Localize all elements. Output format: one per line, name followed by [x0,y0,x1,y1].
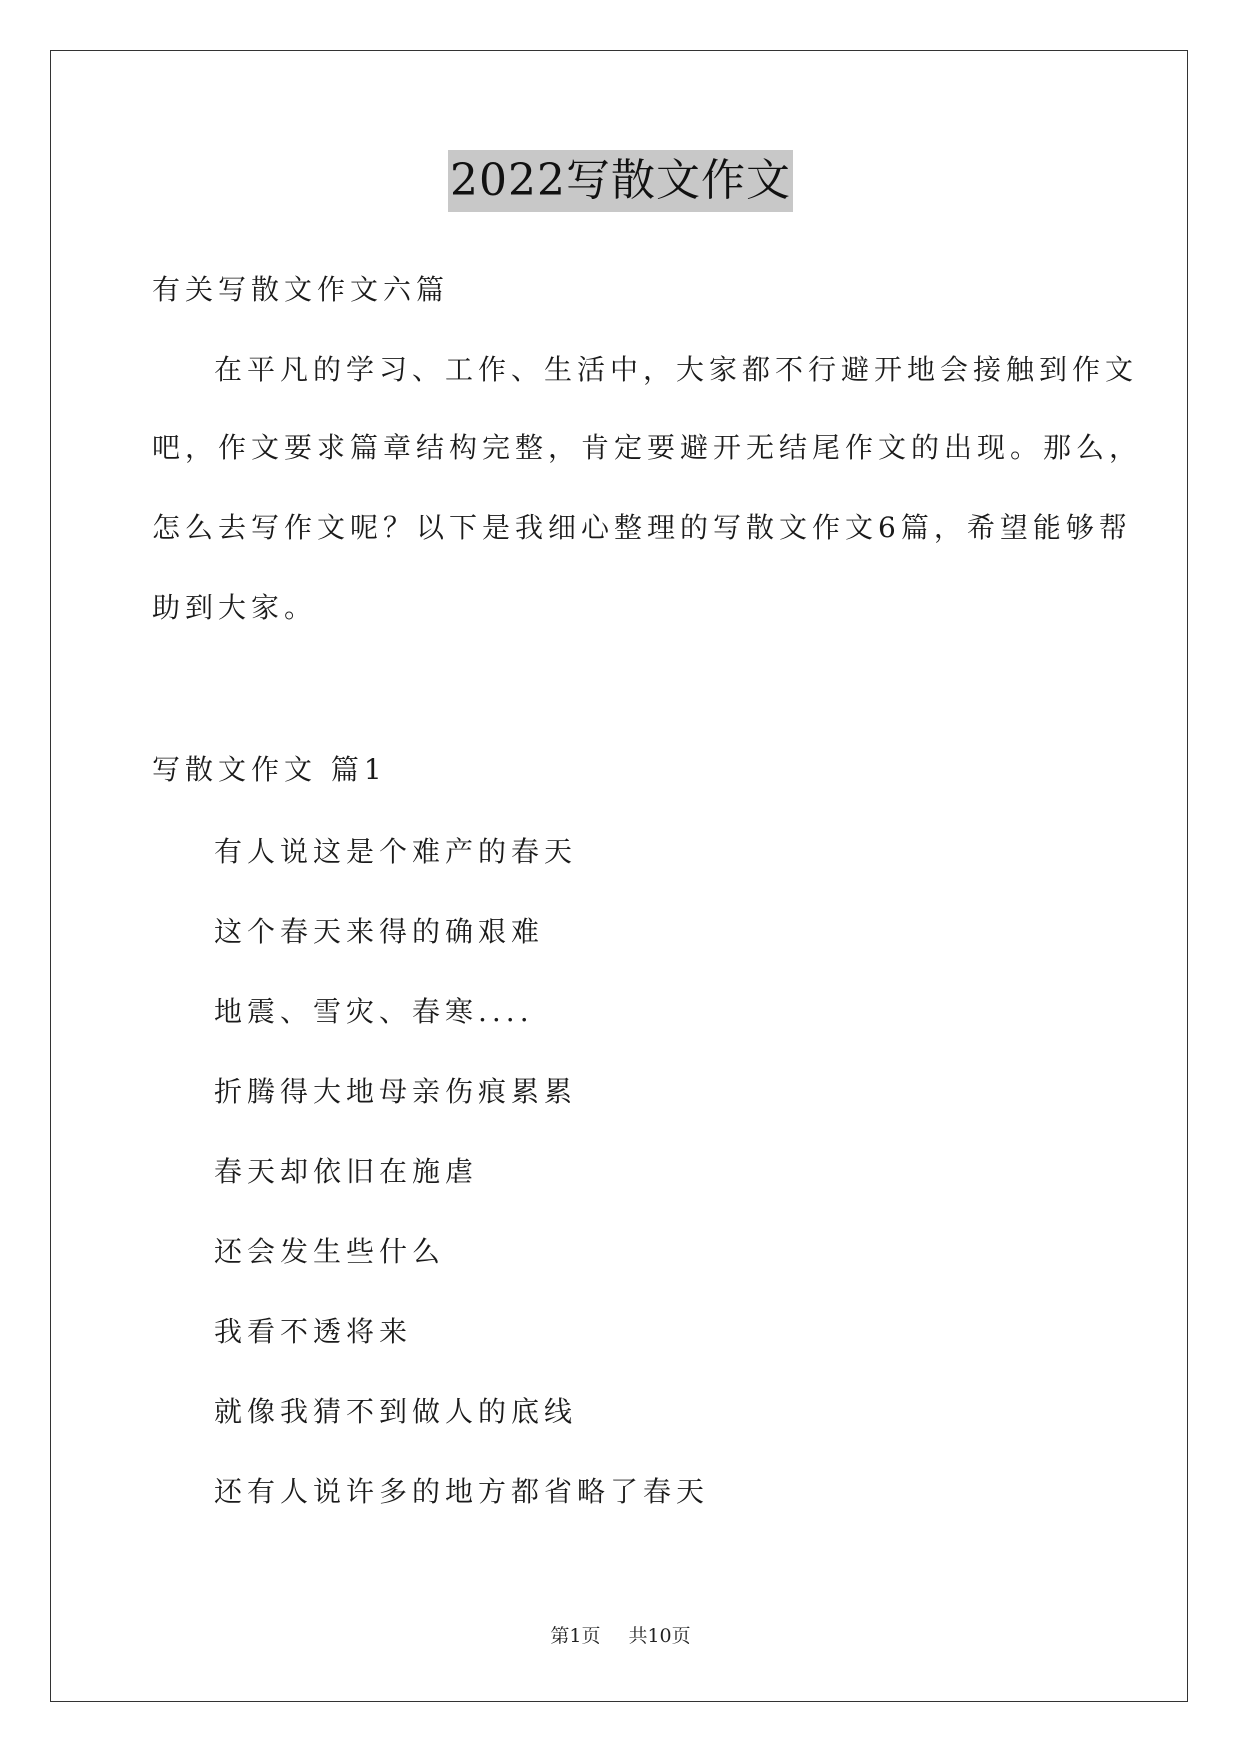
intro-line: 在平凡的学习、工作、生活中，大家都不行避开地会接触到作文 [214,353,1139,386]
intro-line: 吧，作文要求篇章结构完整，肯定要避开无结尾作文的出现。那么， [152,431,1143,464]
poem-line: 我看不透将来 [214,1315,413,1348]
poem-line: 折腾得大地母亲伤痕累累 [214,1075,578,1108]
intro-line: 助到大家。 [152,591,318,624]
document-title: 2022写散文作文 [448,150,793,212]
section-heading: 写散文作文 篇1 [152,753,387,786]
poem-line: 这个春天来得的确艰难 [214,915,545,948]
poem-line: 春天却依旧在施虐 [214,1155,479,1188]
intro-line: 怎么去写作文呢？以下是我细心整理的写散文作文6篇，希望能够帮 [152,511,1132,544]
document-subtitle: 有关写散文作文六篇 [152,273,450,306]
poem-line: 有人说这是个难产的春天 [214,835,578,868]
page-total: 共10页 [628,1625,691,1647]
poem-line: 地震、雪灾、春寒.... [214,995,534,1028]
poem-line: 就像我猜不到做人的底线 [214,1395,578,1428]
page-number: 第1页 [550,1625,601,1647]
title-container [0,150,1241,212]
page-footer [0,1623,1241,1649]
poem-line: 还有人说许多的地方都省略了春天 [214,1475,710,1508]
poem-line: 还会发生些什么 [214,1235,446,1268]
